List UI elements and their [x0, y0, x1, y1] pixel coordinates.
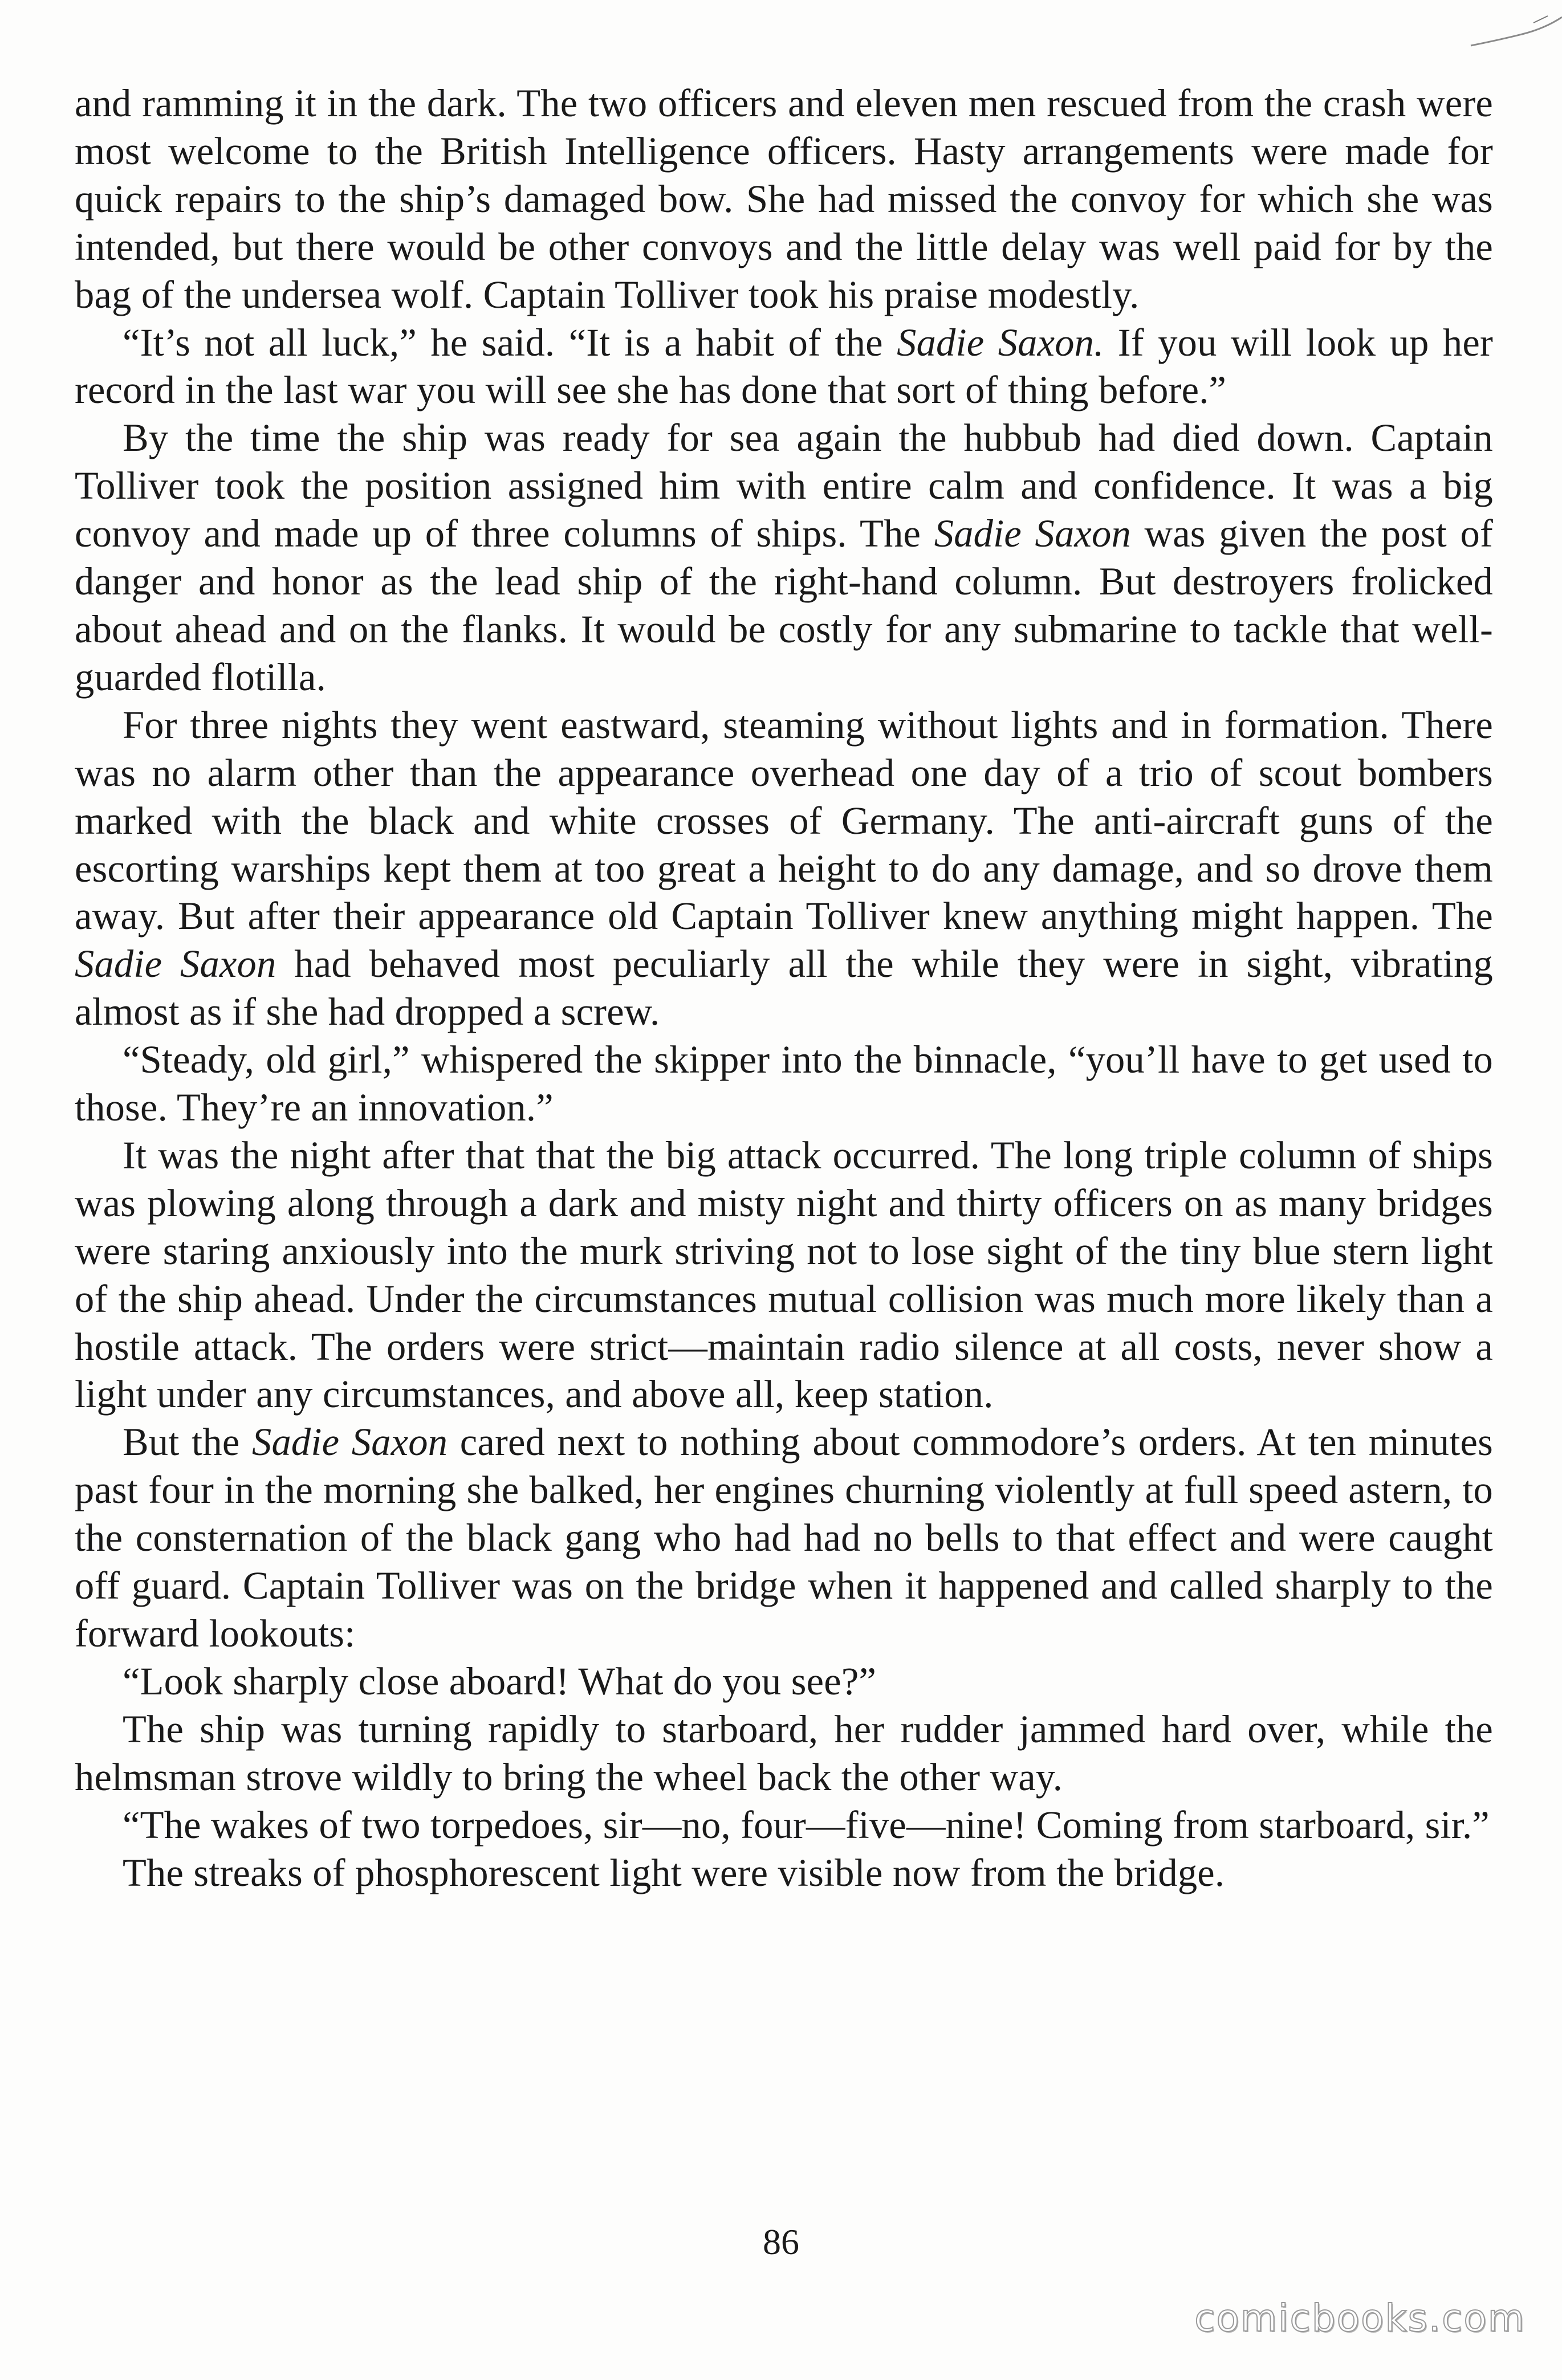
corner-pencil-mark — [1448, 0, 1562, 63]
watermark-logo: comicbooks.com — [1194, 2296, 1526, 2340]
paragraph-2: “It’s not all luck,” he said. “It is a habit of the Sadie Saxon. If you will look up her record in the last war you will see she has done that sort of thing before.” — [75, 320, 1493, 412]
paragraph-7: But the Sadie Saxon cared next to nothing about commodore’s orders. At ten minutes past four in the morning she balked, her engines churning violently at full speed astern, to the consternation of the black gang who had had no bells to that effect and were caught off guard. Captain Tolliver was on the bridge when it happened and called sharply to the forward lookouts: — [75, 1420, 1494, 1655]
paragraph-4: For three nights they went eastward, steaming without lights and in formation. There was no alarm other than the appearance overhead one day of a trio of scout bombers marked with the black and white crosses of Germany. The anti-aircraft guns of the escorting warships kept them at too great a height to do any damage, and so drove them away. But after their appearance old Captain Tolliver knew anything might happen. The Sadie Saxon had behaved most peculiarly all the while they were in sight, vibrating almost as if she had dropped a screw. — [75, 703, 1493, 1034]
paragraph-3: By the time the ship was ready for sea again the hubbub had died down. Captain Tolliver took the position assigned him with entire calm and confidence. It was a big convoy and made up of three columns of ships. The Sadie Saxon was given the post of danger and honor as the lead ship of the right-hand column. But destroyers frolicked about ahead and on the flanks. It would be costly for any submarine to tackle that well-guarded flotilla. — [75, 416, 1493, 699]
page-number: 86 — [763, 2222, 799, 2262]
body-text — [75, 80, 1493, 1897]
ship-name: Sadie Saxon — [934, 512, 1131, 556]
ship-name: Sadie Saxon — [75, 942, 276, 986]
paragraph-9: The ship was turning rapidly to starboard, her rudder jammed hard over, while the helmsman strove wildly to bring the wheel back the other way. — [75, 1707, 1493, 1799]
paragraph-5: “Steady, old girl,” whispered the skipper into the binnacle, “you’ll have to get used to those. They’re an innovation.” — [75, 1038, 1493, 1130]
paragraph-10: “The wakes of two torpedoes, sir—no, four—five—nine! Coming from starboard, sir.” — [123, 1803, 1490, 1847]
paragraph-11: The streaks of phosphorescent light were visible now from the bridge. — [123, 1851, 1225, 1894]
ship-name: Sadie Saxon — [252, 1420, 448, 1464]
paragraph-6: It was the night after that that the big attack occurred. The long triple column of ships was plowing along through a dark and misty night and thirty officers on as many bridges were staring anxiously into the murk striving not to lose sight of the tiny blue stern light of the ship ahead. Under the circumstances mutual collision was much more likely than a hostile attack. The orders were strict—maintain radio silence at all costs, never show a light under any circumstances, and above all, keep station. — [75, 1133, 1493, 1416]
paragraph-8: “Look sharply close aboard! What do you see?” — [123, 1659, 877, 1703]
paragraph-1: and ramming it in the dark. The two officers and eleven men rescued from the crash were most welcome to the British Intelligence officers. Hasty arrangements were made for quick repairs to the ship’s damaged bow. She had missed the convoy for which she was intended, but there would be other convoys and the little delay was well paid for by the bag of the undersea wolf. Captain Tolliver took his praise modestly. — [75, 81, 1493, 316]
ship-name: Sadie Saxon. — [897, 320, 1104, 364]
